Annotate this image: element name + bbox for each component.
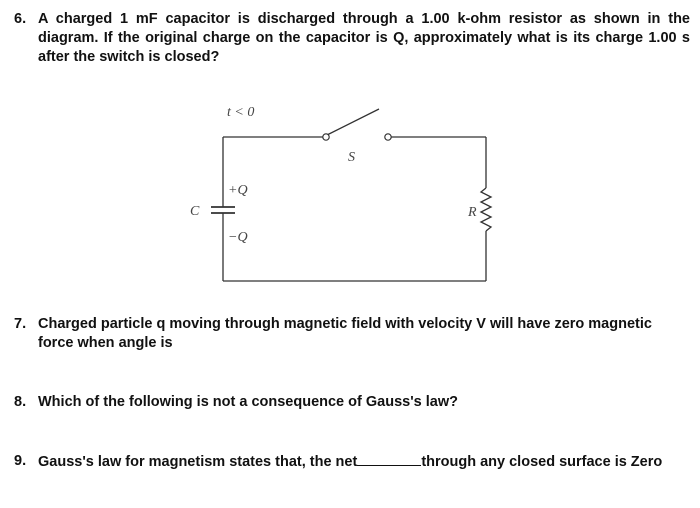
question-number: 7. [14,316,27,332]
question-number: 6. [14,11,27,27]
fill-in-blank[interactable] [357,452,421,466]
minus-charge-label: −Q [228,230,248,245]
time-label: t < 0 [227,105,255,120]
question-text: Which of the following is not a consequence of Gauss's law? [38,394,458,410]
switch-label: S [348,150,355,165]
question-text-before: Gauss's law for magnetism states that, the net [38,454,358,470]
question-number: 8. [14,394,27,410]
question-text-after: through any closed surface is Zero [421,454,663,470]
switch-terminal-right [385,134,391,140]
capacitor-label: C [190,204,200,219]
resistor-label: R [468,205,477,220]
resistor-zigzag [481,188,491,231]
plus-charge-label: +Q [228,183,248,198]
question-text: Charged particle q moving through magnetic field with velocity V will have zero magnetic force when angle is [38,316,652,351]
question-text [38,452,662,472]
switch-terminal-left [323,134,329,140]
question-text: A charged 1 mF capacitor is discharged through a 1.00 k-ohm resistor as shown in the diagram. If the original charge on the capacitor is Q, approximately what is its charge 1.00 s after the switch is closed? [38,11,690,65]
question-number: 9. [14,453,27,469]
switch-blade [327,109,379,135]
